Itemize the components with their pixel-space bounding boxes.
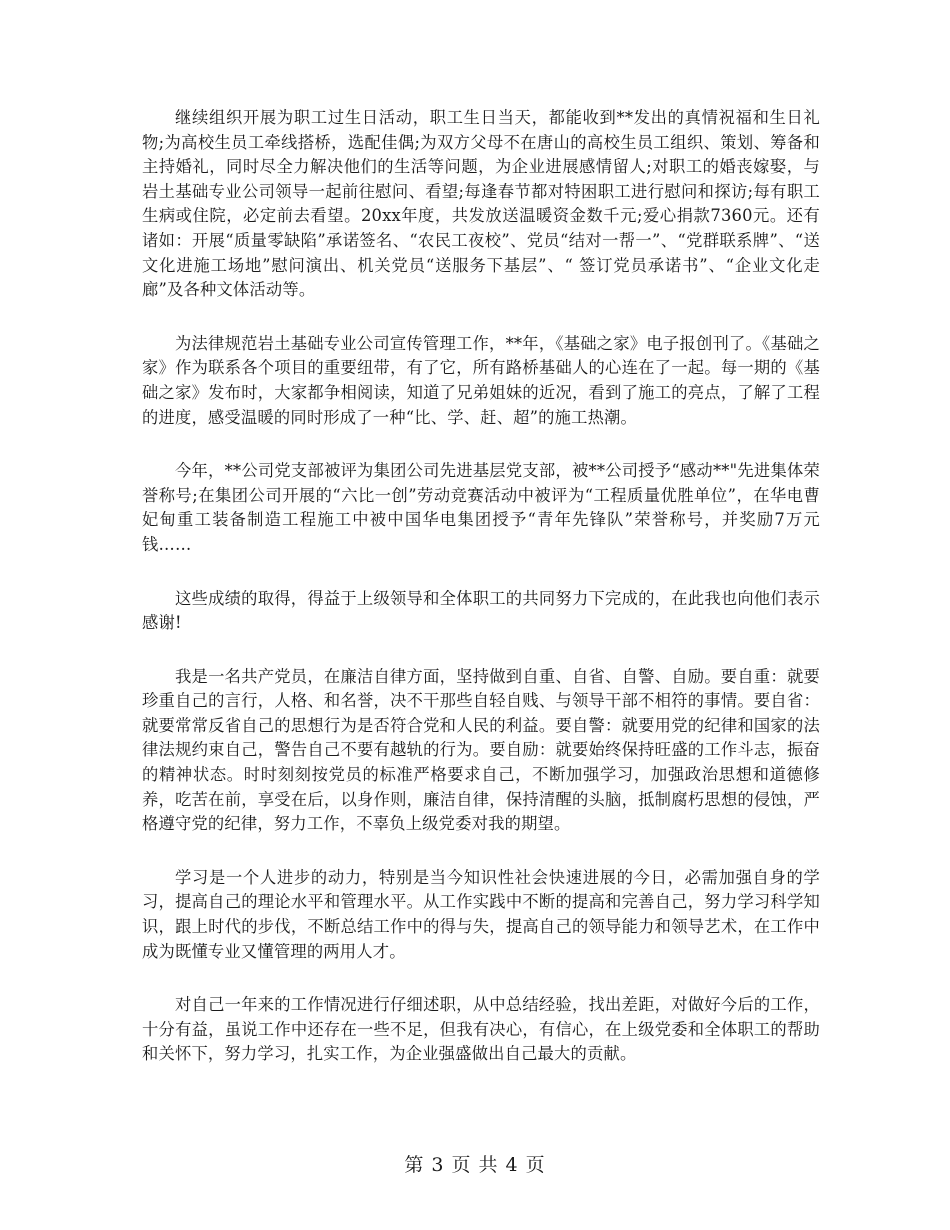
paragraph-newsletter: 为法律规范岩土基础专业公司宣传管理工作，**年，《基础之家》电子报创刊了。《基础之家》作为联系各个项目的重要纽带，有了它，所有路桥基础人的心连在了一起。每一期的《基础之家》发布时，大家都争相阅读，知道了兄弟姐妹的近况，看到了施工的亮点，了解了工程的进度，感受温暖的同时形成了一种“比、学、赶、超”的施工热潮。 [142, 333, 820, 427]
paragraph-conclusion: 对自己一年来的工作情况进行仔细述职，从中总结经验，找出差距，对做好今后的工作，十分有益，虽说工作中还存在一些不足，但我有决心，有信心，在上级党委和全体职工的帮助和关怀下，努力学习，扎实工作，为企业强盛做出自己最大的贡献。 [142, 995, 820, 1064]
paragraph-learning: 学习是一个人进步的动力，特别是当今知识性社会快速进展的今日，必需加强自身的学习，提高自己的理论水平和管理水平。从工作实践中不断的提高和完善自己，努力学习科学知识，跟上时代的步伐，不断总结工作中的得与失，提高自己的领导能力和领导艺术，在工作中成为既懂专业又懂管理的两用人才。 [142, 867, 820, 961]
paragraph-birthday-activities: 继续组织开展为职工过生日活动，职工生日当天，都能收到**发出的真情祝福和生日礼物;为高校生员工牵线搭桥，选配佳偶;为双方父母不在唐山的高校生员工组织、策划、筹备和主持婚礼，同时尽全力解决他们的生活等问题，为企业进展感情留人;对职工的婚丧嫁娶，与岩土基础专业公司领导一起前往慰问、看望;每逢春节都对特困职工进行慰问和探访;每有职工生病或住院，必定前去看望。20xx年度，共发放送温暖资金数千元;爱心捐款7360元。还有诸如：开展“质量零缺陷”承诺签名、“农民工夜校”、党员“结对一帮一”、“党群联系牌”、“送文化进施工场地”慰问演出、机关党员“送服务下基层”、“ 签订党员承诺书”、“企业文化走廊”及各种文体活动等。 [142, 108, 820, 300]
document-body [142, 106, 820, 1096]
page-number-footer: 第 3 页 共 4 页 [404, 1154, 546, 1176]
paragraph-thanks: 这些成绩的取得，得益于上级领导和全体职工的共同努力下完成的，在此我也向他们表示感谢! [142, 588, 820, 633]
paragraph-honors: 今年，**公司党支部被评为集团公司先进基层党支部，被**公司授予“感动**"先进集体荣誉称号;在集团公司开展的“六比一创”劳动竞赛活动中被评为“工程质量优胜单位”，在华电曹妃甸重工装备制造工程施工中被中国华电集团授予“青年先锋队”荣誉称号，并奖励7万元钱…… [142, 461, 820, 554]
paragraph-self-discipline: 我是一名共产党员，在廉洁自律方面，坚持做到自重、自省、自警、自励。要自重：就要珍重自己的言行，人格、和名誉，决不干那些自轻自贱、与领导干部不相符的事情。要自省：就要常常反省自己的思想行为是否符合党和人民的利益。要自警：就要用党的纪律和国家的法律法规约束自己，警告自己不要有越轨的行为。要自励：就要始终保持旺盛的工作斗志，振奋的精神状态。时时刻刻按党员的标准严格要求自己，不断加强学习，加强政治思想和道德修养，吃苦在前，享受在后，以身作则，廉洁自律，保持清醒的头脑，抵制腐朽思想的侵蚀，严格遵守党的纪律，努力工作，不辜负上级党委对我的期望。 [142, 666, 820, 834]
